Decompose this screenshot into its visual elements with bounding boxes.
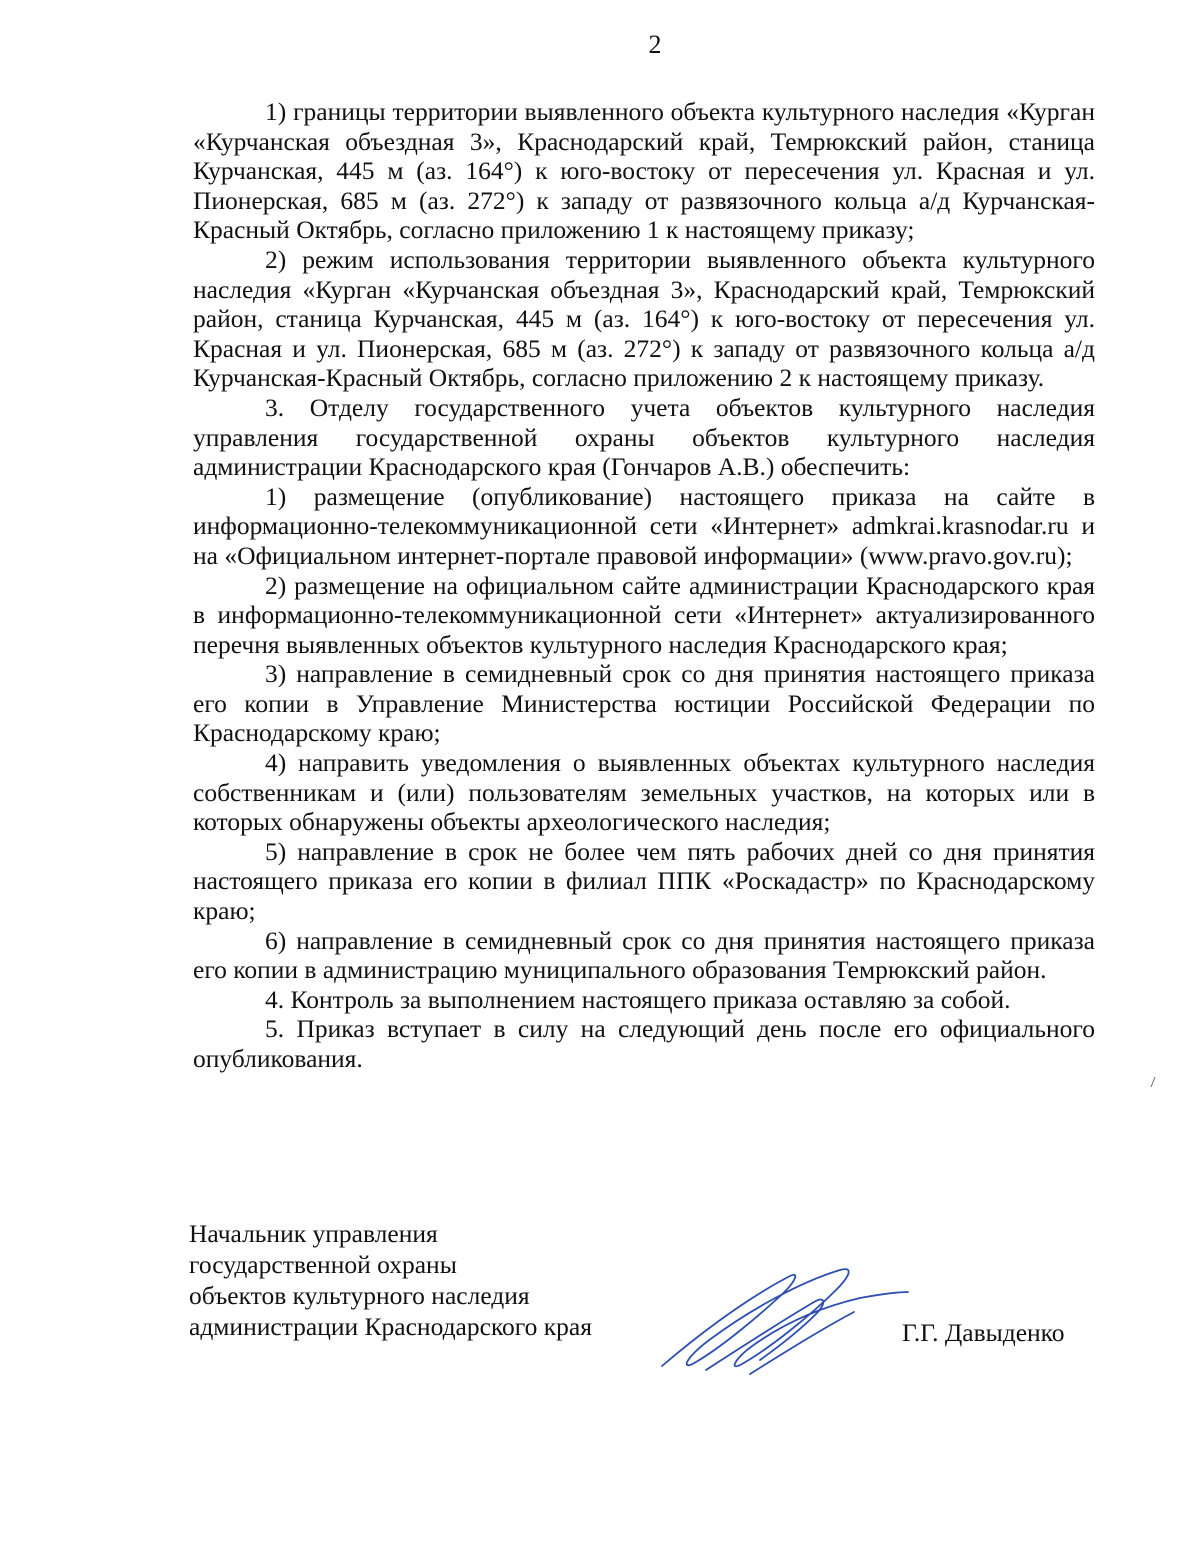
signatory-position-line: объектов культурного наследия	[189, 1281, 530, 1310]
signatory-position-line: администрации Краснодарского края	[189, 1312, 592, 1341]
signatory-name: Г.Г. Давыденко	[902, 1318, 1065, 1347]
paragraph-control: 4. Контроль за выполнением настоящего приказа оставляю за собой.	[265, 984, 1011, 1014]
paragraph-usage-regime: 2) режим использования территории выявленного объекта культурного наследия «Курган «Курчанская объездная 3», Краснодарский край, Темрюкский район, станица Курчанская, 445 м (аз. 164°) к юго-востоку от пересечения ул. Красная и ул. Пионерская, 685 м (аз. 272°) к западу от развязочного кольца а/д Курчанская-Красный Октябрь, согласно приложению 2 к настоящему приказу.	[193, 244, 1095, 393]
signatory-position-line: Начальник управления	[189, 1219, 438, 1248]
paragraph-publication: 1) размещение (опубликование) настоящего приказа на сайте в информационно-телекоммуникационной сети «Интернет» admkrai.krasnodar.ru и на «Официальном интернет-портале правовой информации» (www.pravo.gov.ru);	[193, 481, 1095, 570]
paragraph-effective-date: 5. Приказ вступает в силу на следующий день после его официального опубликования.	[193, 1014, 1095, 1073]
handwritten-signature	[650, 1262, 910, 1380]
paragraph-boundaries: 1) границы территории выявленного объекта культурного наследия «Курган «Курчанская объездная 3», Краснодарский край, Темрюкский район, станица Курчанская, 445 м (аз. 164°) к юго-востоку от пересечения ул. Красная и ул. Пионерская, 685 м (аз. 272°) к западу от развязочного кольца а/д Курчанская-Красный Октябрь, согласно приложению 1 к настоящему приказу;	[193, 97, 1095, 245]
paragraph-item-3: 3. Отделу государственного учета объектов культурного наследия управления государственной охраны объектов культурного наследия администрации Краснодарского края (Гончаров А.В.) обеспечить:	[193, 392, 1095, 482]
document-body	[193, 97, 1095, 1074]
paragraph-cadastre-copy: 5) направление в срок не более чем пять рабочих дней со дня принятия настоящего приказа его копии в филиал ППК «Роскадастр» по Краснодарскому краю;	[193, 836, 1095, 926]
signatory-position	[189, 1218, 592, 1342]
scan-speck	[1150, 1076, 1156, 1088]
page-number: 2	[648, 30, 662, 59]
paragraph-ministry-copy: 3) направление в семидневный срок со дня принятия настоящего приказа его копии в Управление Министерства юстиции Российской Федерации по Краснодарскому краю;	[193, 659, 1095, 748]
paragraph-notifications: 4) направить уведомления о выявленных объектах культурного наследия собственникам и (или) пользователям земельных участков, на которых или в которых обнаружены объекты археологического наследия;	[193, 748, 1095, 837]
paragraph-official-site: 2) размещение на официальном сайте администрации Краснодарского края в информационно-телекоммуникационной сети «Интернет» актуализированного перечня выявленных объектов культурного наследия Краснодарского края;	[193, 570, 1095, 659]
signatory-position-line: государственной охраны	[189, 1250, 457, 1279]
paragraph-municipal-copy: 6) направление в семидневный срок со дня принятия настоящего приказа его копии в администрацию муниципального образования Темрюкский район.	[193, 925, 1095, 985]
